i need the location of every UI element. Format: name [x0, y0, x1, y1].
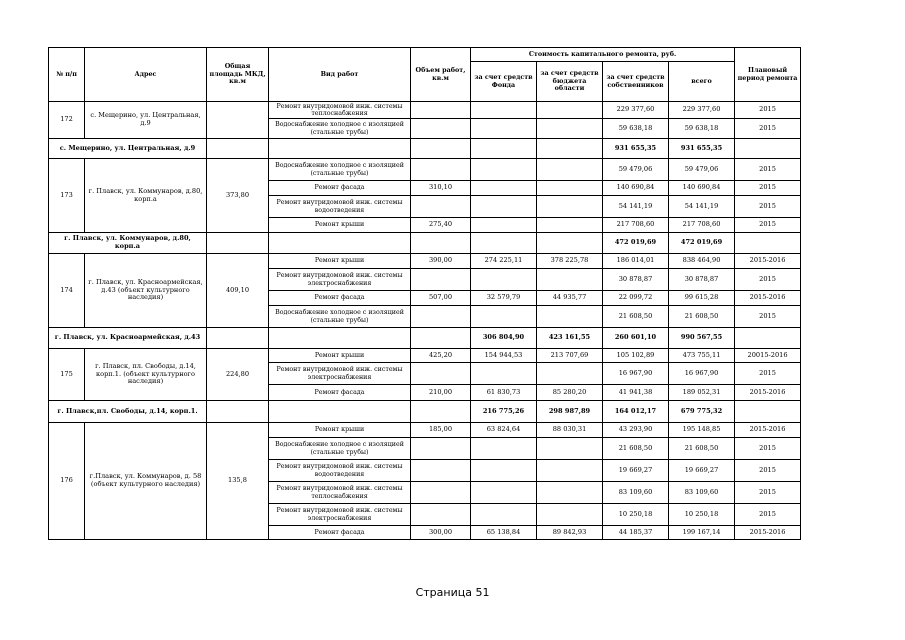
cell-total: 679 775,32 [669, 401, 735, 423]
cell-total: 472 019,69 [669, 233, 735, 254]
cell-volume: 300,00 [411, 526, 471, 540]
cell-work: Водоснабжение холодное с изоляцией (стальные трубы) [269, 119, 411, 139]
cell-area [207, 139, 269, 159]
cell-owners: 105 102,89 [603, 349, 669, 363]
page-number: Страница 51 [415, 586, 490, 599]
cell-area: 135,8 [207, 423, 269, 540]
cell-period: 2015 [735, 269, 801, 291]
cell-area [207, 233, 269, 254]
cell-fund [471, 139, 537, 159]
cell-period [735, 139, 801, 159]
header-address: Адрес [85, 48, 207, 102]
cell-budget [537, 438, 603, 460]
cell-budget: 378 225,78 [537, 254, 603, 269]
cell-area [207, 328, 269, 349]
cell-period: 2015 [735, 482, 801, 504]
table-row [49, 349, 801, 363]
cell-fund: 306 804,90 [471, 328, 537, 349]
cell-total: 59 479,06 [669, 159, 735, 181]
cell-owners: 21 608,50 [603, 306, 669, 328]
cell-period: 2015 [735, 196, 801, 218]
cell-fund: 274 225,11 [471, 254, 537, 269]
cell-work [269, 328, 411, 349]
cell-owners: 41 941,38 [603, 385, 669, 401]
cell-volume: 310,10 [411, 181, 471, 196]
cell-owners: 19 669,27 [603, 460, 669, 482]
cell-work: Ремонт фасада [269, 526, 411, 540]
cell-period [735, 233, 801, 254]
cell-area: 224,80 [207, 349, 269, 401]
cell-volume [411, 233, 471, 254]
cell-work: Ремонт внутридомовой инж. системы электроснабжения [269, 363, 411, 385]
cell-period: 2015 [735, 460, 801, 482]
cell-period: 2015 [735, 102, 801, 119]
cell-num: 174 [49, 254, 85, 328]
cell-fund [471, 363, 537, 385]
cell-owners: 229 377,60 [603, 102, 669, 119]
cell-owners: 472 019,69 [603, 233, 669, 254]
cell-fund [471, 119, 537, 139]
cell-owners: 44 185,37 [603, 526, 669, 540]
cell-owners: 22 099,72 [603, 291, 669, 306]
cell-owners: 217 708,60 [603, 218, 669, 233]
cell-budget [537, 363, 603, 385]
cell-work: Ремонт фасада [269, 181, 411, 196]
cell-num: 172 [49, 102, 85, 139]
cell-fund [471, 482, 537, 504]
cell-work: Водоснабжение холодное с изоляцией (стальные трубы) [269, 438, 411, 460]
cell-volume: 185,00 [411, 423, 471, 438]
cell-fund: 65 138,84 [471, 526, 537, 540]
cell-budget [537, 306, 603, 328]
cell-work: Ремонт внутридомовой инж. системы электроснабжения [269, 504, 411, 526]
cell-address: г. Плавск, ул. Красноармейская, д.43 (объект культурного наследия) [85, 254, 207, 328]
cell-period: 2015-2016 [735, 526, 801, 540]
cell-period: 2015 [735, 306, 801, 328]
cell-fund [471, 218, 537, 233]
table-row [49, 423, 801, 438]
cell-work: Ремонт внутридомовой инж. системы водоотведения [269, 460, 411, 482]
cell-total: 189 052,31 [669, 385, 735, 401]
cell-period: 2015 [735, 504, 801, 526]
cell-owners: 59 638,18 [603, 119, 669, 139]
cell-volume: 425,20 [411, 349, 471, 363]
cell-fund [471, 269, 537, 291]
cell-total: 229 377,60 [669, 102, 735, 119]
cell-work: Ремонт внутридомовой инж. системы водоотведения [269, 196, 411, 218]
cell-volume [411, 102, 471, 119]
cell-budget [537, 233, 603, 254]
cell-address: г. Плавск, ул. Коммунаров, д.80, корп.а [49, 233, 207, 254]
cell-period: 2015-2016 [735, 291, 801, 306]
cell-volume [411, 269, 471, 291]
cell-volume [411, 306, 471, 328]
cell-fund: 32 579,79 [471, 291, 537, 306]
header-area: Общая площадь МКД, кв.м [207, 48, 269, 102]
cell-owners: 54 141,19 [603, 196, 669, 218]
cell-address: г. Плавск,пл. Свободы, д.14, корп.1. [49, 401, 207, 423]
cell-total: 199 167,14 [669, 526, 735, 540]
cell-total: 54 141,19 [669, 196, 735, 218]
cell-budget [537, 119, 603, 139]
cell-period: 2015-2016 [735, 385, 801, 401]
cell-work: Ремонт внутридомовой инж. системы электроснабжения [269, 269, 411, 291]
header-period: Плановый период ремонта [735, 48, 801, 102]
cell-owners: 186 014,01 [603, 254, 669, 269]
cell-volume [411, 159, 471, 181]
cell-total: 473 755,11 [669, 349, 735, 363]
cell-period: 20015-2016 [735, 349, 801, 363]
table-row [49, 254, 801, 269]
cell-volume: 275,40 [411, 218, 471, 233]
cell-work: Ремонт крыши [269, 218, 411, 233]
cell-area: 373,80 [207, 159, 269, 233]
cell-total: 21 608,50 [669, 438, 735, 460]
header-owners: за счет средств собственников [603, 62, 669, 102]
cell-fund [471, 306, 537, 328]
cell-volume [411, 119, 471, 139]
cell-address: с. Мещерино, ул. Центральная, д.9 [85, 102, 207, 139]
cell-work: Ремонт крыши [269, 349, 411, 363]
cell-work: Ремонт фасада [269, 385, 411, 401]
cell-budget: 88 030,31 [537, 423, 603, 438]
cell-volume [411, 196, 471, 218]
cell-work: Ремонт фасада [269, 291, 411, 306]
table-subtotal-row [49, 328, 801, 349]
cell-owners: 43 293,90 [603, 423, 669, 438]
cell-num: 176 [49, 423, 85, 540]
cell-owners: 16 967,90 [603, 363, 669, 385]
cell-budget: 85 280,20 [537, 385, 603, 401]
cell-fund [471, 196, 537, 218]
cell-fund: 154 944,53 [471, 349, 537, 363]
cell-owners: 30 878,87 [603, 269, 669, 291]
cell-period: 2015-2016 [735, 423, 801, 438]
cell-total: 19 669,27 [669, 460, 735, 482]
cell-fund [471, 460, 537, 482]
cell-address: г. Плавск, ул. Коммунаров, д.80, корп.а [85, 159, 207, 233]
cell-period [735, 328, 801, 349]
cell-volume: 210,00 [411, 385, 471, 401]
cell-budget [537, 269, 603, 291]
cell-address: г.Плавск, ул. Коммунаров, д. 58 (объект культурного наследия) [85, 423, 207, 540]
cell-owners: 59 479,06 [603, 159, 669, 181]
cell-budget [537, 159, 603, 181]
capital-repair-table [48, 47, 801, 540]
cell-budget [537, 139, 603, 159]
cell-area [207, 102, 269, 139]
cell-budget [537, 504, 603, 526]
cell-total: 99 615,28 [669, 291, 735, 306]
cell-total: 217 708,60 [669, 218, 735, 233]
cell-volume [411, 504, 471, 526]
cell-work [269, 401, 411, 423]
cell-total: 59 638,18 [669, 119, 735, 139]
cell-area [207, 401, 269, 423]
cell-address: с. Мещерино, ул. Центральная, д.9 [49, 139, 207, 159]
cell-fund [471, 504, 537, 526]
cell-total: 30 878,87 [669, 269, 735, 291]
cell-volume: 507,00 [411, 291, 471, 306]
cell-volume [411, 139, 471, 159]
cell-total: 83 109,60 [669, 482, 735, 504]
cell-owners: 83 109,60 [603, 482, 669, 504]
cell-fund [471, 102, 537, 119]
header-budget: за счет средств бюджета области [537, 62, 603, 102]
cell-budget [537, 181, 603, 196]
cell-period: 2015 [735, 181, 801, 196]
cell-total: 931 655,35 [669, 139, 735, 159]
header-total: всего [669, 62, 735, 102]
cell-total: 10 250,18 [669, 504, 735, 526]
cell-budget: 89 842,93 [537, 526, 603, 540]
cell-volume [411, 460, 471, 482]
cell-volume [411, 328, 471, 349]
cell-total: 140 690,84 [669, 181, 735, 196]
cell-num: 175 [49, 349, 85, 401]
cell-work: Водоснабжение холодное с изоляцией (стальные трубы) [269, 159, 411, 181]
cell-owners: 140 690,84 [603, 181, 669, 196]
cell-period [735, 401, 801, 423]
cell-volume [411, 482, 471, 504]
cell-budget: 213 707,69 [537, 349, 603, 363]
cell-work: Ремонт внутридомовой инж. системы теплоснабжения [269, 102, 411, 119]
cell-work: Ремонт крыши [269, 254, 411, 269]
cell-budget [537, 460, 603, 482]
header-num: № п/п [49, 48, 85, 102]
cell-budget [537, 102, 603, 119]
cell-fund: 63 824,64 [471, 423, 537, 438]
table-subtotal-row [49, 139, 801, 159]
cell-budget [537, 196, 603, 218]
cell-work [269, 233, 411, 254]
cell-fund: 61 830,73 [471, 385, 537, 401]
table-row [49, 159, 801, 181]
cell-period: 2015 [735, 159, 801, 181]
cell-total: 990 567,55 [669, 328, 735, 349]
cell-volume [411, 363, 471, 385]
cell-period: 2015 [735, 119, 801, 139]
cell-volume: 390,00 [411, 254, 471, 269]
cell-fund [471, 181, 537, 196]
cell-address: г. Плавск, пл. Свободы, д.14, корп.1. (объект культурного наследия) [85, 349, 207, 401]
cell-period: 2015 [735, 363, 801, 385]
cell-owners: 931 655,35 [603, 139, 669, 159]
cell-owners: 164 012,17 [603, 401, 669, 423]
table-row [49, 102, 801, 119]
cell-fund: 216 775,26 [471, 401, 537, 423]
header-cost-group: Стоимость капитального ремонта, руб. [471, 48, 735, 62]
cell-area: 409,10 [207, 254, 269, 328]
cell-work [269, 139, 411, 159]
cell-budget: 44 935,77 [537, 291, 603, 306]
cell-fund [471, 159, 537, 181]
header-work: Вид работ [269, 48, 411, 102]
cell-owners: 21 608,50 [603, 438, 669, 460]
cell-period: 2015 [735, 438, 801, 460]
table-subtotal-row [49, 401, 801, 423]
cell-volume [411, 401, 471, 423]
cell-work: Водоснабжение холодное с изоляцией (стальные трубы) [269, 306, 411, 328]
cell-budget [537, 218, 603, 233]
table-subtotal-row [49, 233, 801, 254]
cell-budget: 423 161,55 [537, 328, 603, 349]
cell-total: 21 608,50 [669, 306, 735, 328]
cell-period: 2015 [735, 218, 801, 233]
cell-volume [411, 438, 471, 460]
cell-total: 838 464,90 [669, 254, 735, 269]
cell-num: 173 [49, 159, 85, 233]
header-volume: Объем работ, кв.м [411, 48, 471, 102]
cell-period: 2015-2016 [735, 254, 801, 269]
cell-fund [471, 438, 537, 460]
cell-owners: 10 250,18 [603, 504, 669, 526]
cell-fund [471, 233, 537, 254]
cell-total: 16 967,90 [669, 363, 735, 385]
cell-address: г. Плавск, ул. Красноармейская, д.43 [49, 328, 207, 349]
cell-work: Ремонт внутридомовой инж. системы теплоснабжения [269, 482, 411, 504]
cell-budget: 298 987,89 [537, 401, 603, 423]
cell-budget [537, 482, 603, 504]
cell-work: Ремонт крыши [269, 423, 411, 438]
header-fund: за счет средств Фонда [471, 62, 537, 102]
cell-total: 195 148,85 [669, 423, 735, 438]
cell-owners: 260 601,10 [603, 328, 669, 349]
